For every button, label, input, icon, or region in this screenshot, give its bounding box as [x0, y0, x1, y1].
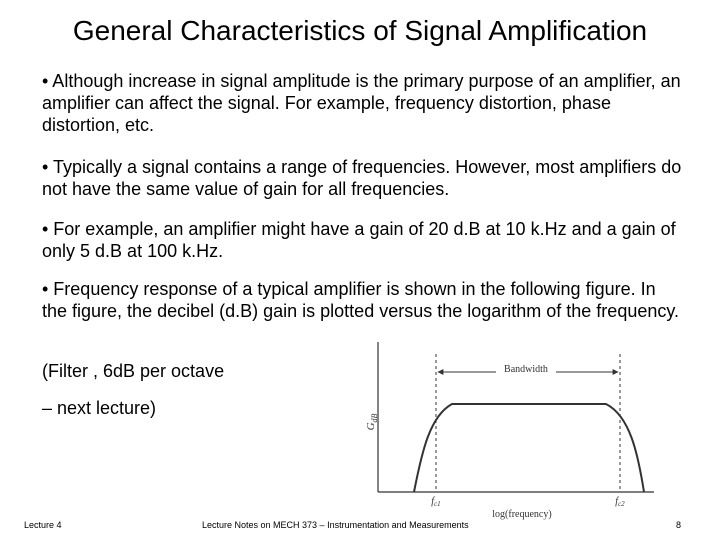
f2-label: $f_{c2}$: [615, 496, 625, 508]
y-axis-label: $G_{dB}$: [365, 413, 379, 431]
bullet-gain-example: • For example, an amplifier might have a gain of 20 d.B at 10 k.Hz and a gain of only 5 d.B at 100 k.Hz.: [42, 219, 676, 261]
filter-note-line-1: (Filter , 6dB per octave: [42, 361, 225, 381]
slide-title: General Characteristics of Signal Amplification: [72, 15, 648, 46]
footer-lecture-number: Lecture 4: [24, 520, 62, 530]
x-axis-label: log(frequency): [492, 509, 552, 520]
bullet-frequency-response: • Frequency response of a typical amplifier is shown in the following figure. In the figure, the decibel (d.B) gain is plotted versus the logarithm of the frequency.: [42, 279, 680, 321]
gain-curve: [414, 404, 644, 492]
bandwidth-label: Bandwidth: [504, 364, 548, 375]
footer-course-title: Lecture Notes on MECH 373 – Instrumentation and Measurements: [202, 520, 469, 530]
bullet-frequency-range: • Typically a signal contains a range of frequencies. However, most amplifiers do not have the same value of gain for all frequencies.: [42, 157, 682, 199]
filter-note-line-2: – next lecture): [42, 398, 157, 418]
page-number: 8: [676, 520, 682, 530]
bullet-amplifier-distortion: • Although increase in signal amplitude is the primary purpose of an amplifier, an amplifier can affect the signal. For example, frequency distortion, phase distortion, etc.: [42, 71, 681, 135]
f1-label: $f_{c1}$: [431, 496, 441, 508]
frequency-response-figure: [362, 336, 662, 522]
